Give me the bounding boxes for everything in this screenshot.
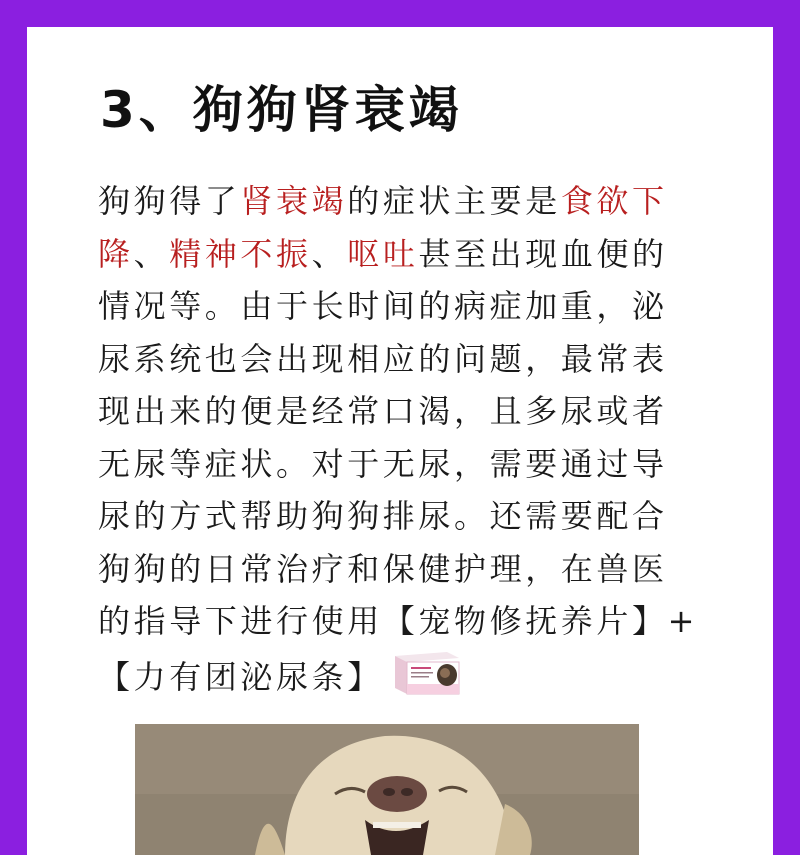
dog-photo <box>135 724 639 855</box>
text-segment: 狗狗得了 <box>98 182 241 220</box>
highlight-kidney-failure: 肾衰竭 <box>240 182 348 220</box>
highlight-appetite-loss: 食欲下降 <box>98 182 668 273</box>
text-segment: 甚至出现血便的情况等。由于长时间的病症加重，泌尿系统也会出现相应的问题，最常表现出来的便是经常口渴，且多尿或者无尿等症状。对于无尿，需要通过导尿的方式帮助狗狗排尿。还需要配合狗狗的日常治疗和保健护理，在兽医的指导下进行使用【宠物修抚养片】+【力有团泌尿条】 <box>98 234 699 696</box>
highlight-lethargy: 精神不振 <box>169 234 312 273</box>
product-box-image <box>387 648 467 698</box>
section-heading: 3、狗狗肾衰竭 <box>100 81 463 139</box>
highlight-vomiting: 呕吐 <box>347 234 419 273</box>
article-card <box>27 27 773 855</box>
text-segment: 、 <box>133 234 170 273</box>
text-segment: 、 <box>311 234 348 273</box>
text-segment: 的症状主要是 <box>347 182 561 220</box>
article-paragraph <box>98 175 698 703</box>
